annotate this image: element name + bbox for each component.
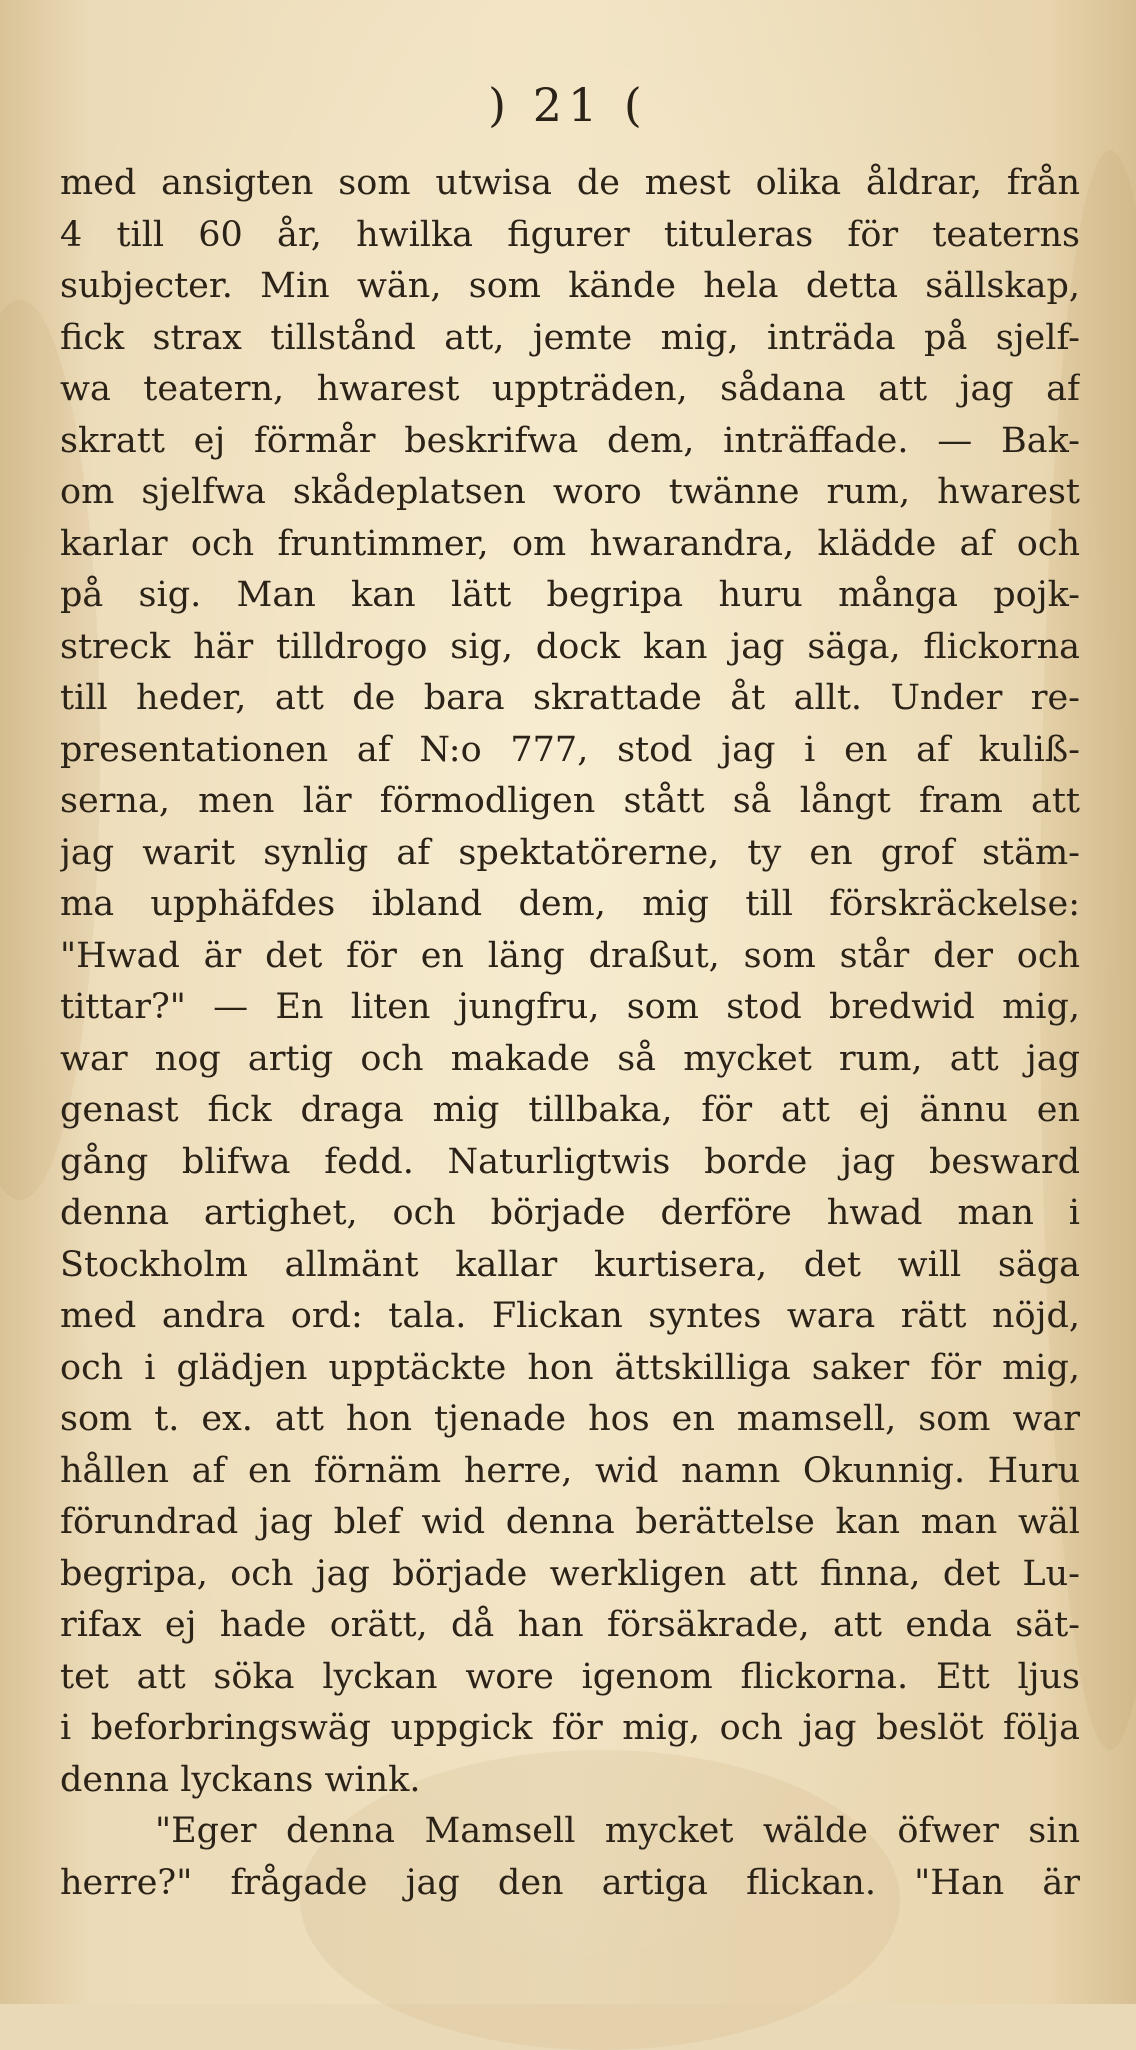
text-line: gång blifwa fedd. Naturligtwis borde jag besward [60, 1141, 1080, 1182]
text-line: Stockholm allmänt kallar kurtisera, det will säga [60, 1244, 1080, 1285]
text-line: med andra ord: tala. Flickan syntes wara rätt nöjd, [60, 1296, 1080, 1336]
text-line: och i glädjen upptäckte hon ättskilliga saker för mig, [60, 1347, 1080, 1388]
text-line: begripa, och jag började werkligen att finna, det Lu- [60, 1553, 1080, 1594]
text-line: wa teatern, hwarest uppträden, sådana att jag af [60, 369, 1080, 409]
text-line: skratt ej förmår beskrifwa dem, inträffade. — Bak- [60, 420, 1080, 461]
text-line: genast fick draga mig tillbaka, för att ej ännu en [60, 1090, 1080, 1130]
text-line: till heder, att de bara skrattade åt allt. Under re- [60, 678, 1080, 718]
text-line: som t. ex. att hon tjenade hos en mamsell, som war [60, 1399, 1080, 1439]
text-line: jag warit synlig af spektatörerne, ty en grof stäm- [60, 832, 1080, 873]
text-line: subjecter. Min wän, som kände hela detta sällskap, [60, 266, 1080, 306]
text-line: "Hwad är det för en läng draßut, som står der och [60, 935, 1080, 976]
text-line: fick strax tillstånd att, jemte mig, inträda på sjelf- [60, 317, 1080, 358]
text-line: herre?" frågade jag den artiga flickan. "Han är [60, 1862, 1080, 1903]
text-line: hållen af en förnäm herre, wid namn Okunnig. Huru [60, 1450, 1080, 1491]
text-line: tet att söka lyckan wore igenom flickorna. Ett ljus [60, 1656, 1080, 1697]
text-line: om sjelfwa skådeplatsen woro twänne rum, hwarest [60, 472, 1080, 512]
text-line: "Eger denna Mamsell mycket wälde öfwer sin [155, 1811, 1080, 1851]
text-line: med ansigten som utwisa de mest olika åldrar, från [60, 163, 1080, 203]
text-line: war nog artig och makade så mycket rum, att jag [60, 1038, 1080, 1079]
text-line: denna artighet, och började derföre hwad man i [60, 1193, 1080, 1233]
text-line: serna, men lär förmodligen stått så långt fram att [60, 781, 1080, 821]
text-line: på sig. Man kan lätt begripa huru många pojk- [60, 575, 1080, 615]
text-line: förundrad jag blef wid denna berättelse kan man wäl [60, 1502, 1080, 1542]
text-line: tittar?" — En liten jungfru, som stod bredwid mig, [60, 987, 1080, 1027]
text-line: 4 till 60 år, hwilka figurer tituleras för teaterns [60, 214, 1080, 255]
text-line: presentationen af N:o 777, stod jag i en af kuliß- [60, 729, 1080, 770]
text-line: denna lyckans wink. [60, 1759, 421, 1800]
text-line: streck här tilldrogo sig, dock kan jag säga, flickorna [60, 626, 1080, 667]
text-line: i beforbringswäg uppgick för mig, och jag beslöt följa [60, 1708, 1080, 1748]
text-line: karlar och fruntimmer, om hwarandra, klädde af och [60, 523, 1080, 564]
text-line: rifax ej hade orätt, då han försäkrade, att enda sät- [60, 1605, 1080, 1645]
body-text [60, 158, 1080, 1909]
page-number-header: ) 21 ( [488, 78, 648, 132]
text-line: ma upphäfdes ibland dem, mig till förskräckelse: [60, 884, 1080, 924]
